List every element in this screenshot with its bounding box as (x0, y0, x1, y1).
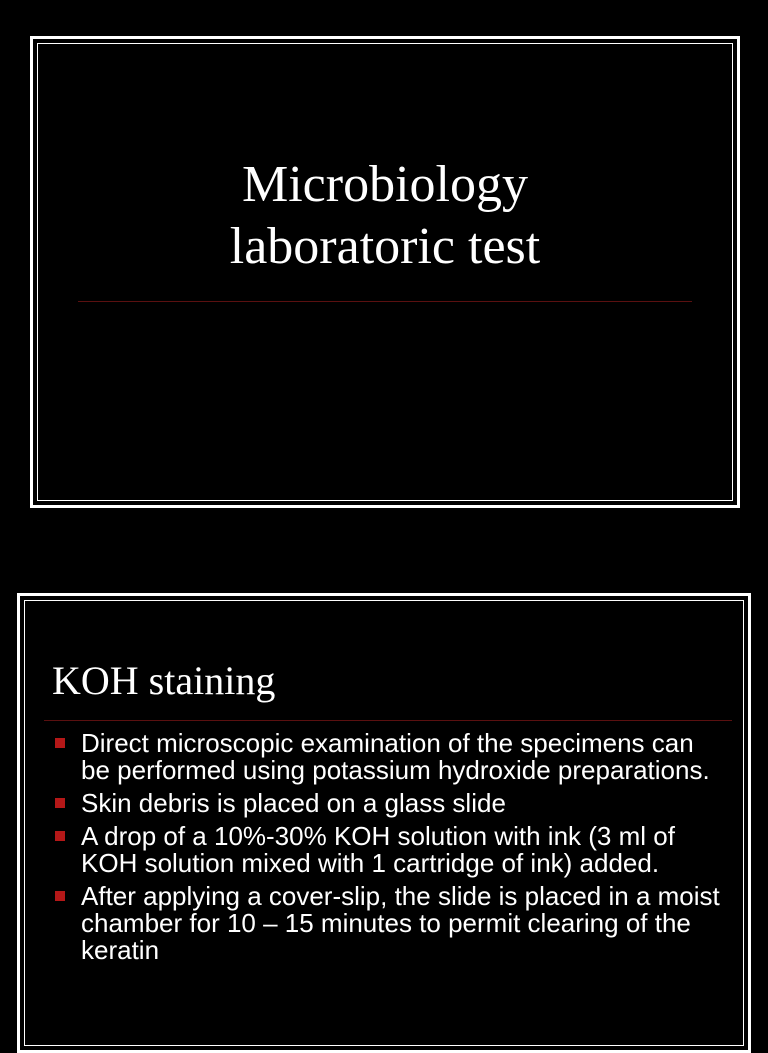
bullet-item (50, 823, 728, 877)
slide-heading: KOH staining (52, 658, 276, 703)
bullet-text: A drop of a 10%-30% KOH solution with ink (3 ml of KOH solution mixed with 1 cartridge of ink) added. (81, 821, 675, 878)
bullet-item (50, 883, 728, 964)
heading-divider (44, 720, 732, 721)
bullet-text: After applying a cover-slip, the slide is placed in a moist chamber for 10 – 15 minutes to permit clearing of the keratin (81, 881, 720, 965)
square-bullet-icon (55, 891, 65, 901)
title-line-2: laboratoric test (229, 218, 541, 275)
bullet-text: Direct microscopic examination of the specimens can be performed using potassium hydroxide preparations. (81, 728, 710, 785)
square-bullet-icon (55, 738, 65, 748)
slide-title (33, 154, 737, 278)
title-line-1: Microbiology (242, 156, 528, 213)
bullet-item (50, 790, 728, 817)
bullet-item (50, 730, 728, 784)
square-bullet-icon (55, 798, 65, 808)
title-divider (78, 301, 692, 302)
content-slide (17, 593, 751, 1053)
title-slide (30, 36, 740, 508)
bullet-list (50, 730, 728, 970)
bullet-text: Skin debris is placed on a glass slide (81, 788, 506, 818)
square-bullet-icon (55, 831, 65, 841)
